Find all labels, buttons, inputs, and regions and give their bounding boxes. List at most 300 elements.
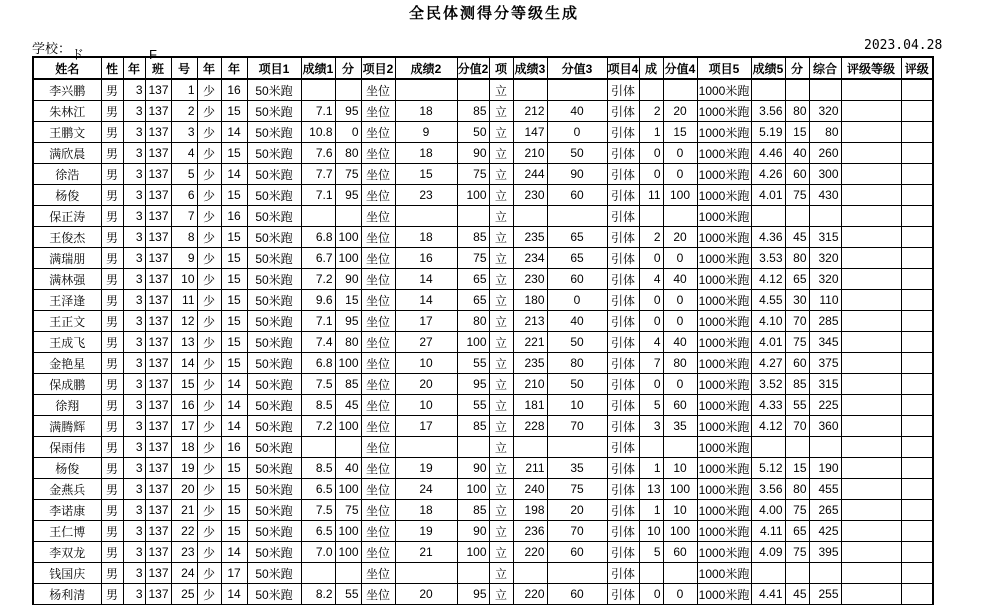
table-cell[interactable]: 4.01 [751, 332, 785, 353]
table-cell[interactable]: 7.5 [301, 500, 335, 521]
table-cell[interactable]: 14 [221, 584, 247, 605]
table-cell[interactable] [395, 206, 457, 227]
table-cell[interactable]: 7.6 [301, 143, 335, 164]
table-cell[interactable] [809, 437, 841, 458]
table-cell[interactable]: 1000米跑 [697, 416, 751, 437]
column-header[interactable]: 性 [101, 57, 123, 79]
table-cell[interactable]: 3 [123, 416, 145, 437]
table-cell[interactable]: 211 [513, 458, 547, 479]
table-cell[interactable]: 引体 [607, 542, 639, 563]
table-cell[interactable]: 1000米跑 [697, 542, 751, 563]
table-cell[interactable]: 50米跑 [247, 416, 301, 437]
table-cell[interactable]: 引体 [607, 311, 639, 332]
column-header[interactable]: 成 [639, 57, 663, 79]
table-cell[interactable]: 坐位 [361, 227, 395, 248]
table-cell[interactable]: 137 [145, 122, 171, 143]
table-cell[interactable] [841, 143, 901, 164]
table-cell[interactable]: 45 [785, 584, 809, 605]
table-cell[interactable]: 55 [457, 395, 489, 416]
table-cell[interactable]: 引体 [607, 437, 639, 458]
table-cell[interactable]: 90 [457, 458, 489, 479]
table-cell[interactable] [395, 437, 457, 458]
table-cell[interactable]: 保成鹏 [33, 374, 101, 395]
table-cell[interactable] [841, 79, 901, 101]
table-cell[interactable]: 180 [513, 290, 547, 311]
table-cell[interactable] [395, 563, 457, 584]
table-cell[interactable]: 少 [197, 584, 221, 605]
table-cell[interactable]: 315 [809, 227, 841, 248]
column-header[interactable]: 评级 [901, 57, 933, 79]
table-cell[interactable]: 立 [489, 122, 513, 143]
table-cell[interactable]: 5 [639, 395, 663, 416]
table-cell[interactable]: 190 [809, 458, 841, 479]
table-cell[interactable]: 50米跑 [247, 164, 301, 185]
table-cell[interactable] [901, 521, 933, 542]
table-cell[interactable]: 35 [547, 458, 607, 479]
table-cell[interactable]: 137 [145, 437, 171, 458]
table-cell[interactable]: 15 [221, 332, 247, 353]
table-cell[interactable]: 0 [547, 290, 607, 311]
table-cell[interactable]: 60 [547, 542, 607, 563]
table-cell[interactable]: 4.36 [751, 227, 785, 248]
table-cell[interactable]: 20 [395, 584, 457, 605]
table-cell[interactable]: 8.2 [301, 584, 335, 605]
table-cell[interactable]: 6 [171, 185, 197, 206]
table-cell[interactable]: 0 [663, 374, 697, 395]
table-cell[interactable]: 90 [335, 269, 361, 290]
table-cell[interactable]: 男 [101, 227, 123, 248]
table-cell[interactable]: 65 [457, 269, 489, 290]
table-cell[interactable]: 0 [639, 164, 663, 185]
table-cell[interactable]: 15 [663, 122, 697, 143]
table-cell[interactable]: 50米跑 [247, 227, 301, 248]
table-cell[interactable]: 保正涛 [33, 206, 101, 227]
table-cell[interactable]: 60 [547, 269, 607, 290]
table-cell[interactable]: 45 [335, 395, 361, 416]
table-cell[interactable] [841, 479, 901, 500]
table-cell[interactable]: 少 [197, 164, 221, 185]
table-cell[interactable] [901, 101, 933, 122]
table-cell[interactable] [639, 437, 663, 458]
table-cell[interactable] [841, 248, 901, 269]
table-cell[interactable]: 3.53 [751, 248, 785, 269]
table-cell[interactable]: 255 [809, 584, 841, 605]
table-cell[interactable]: 王正文 [33, 311, 101, 332]
table-cell[interactable] [841, 122, 901, 143]
table-cell[interactable]: 2 [639, 227, 663, 248]
column-header[interactable]: 分 [785, 57, 809, 79]
table-cell[interactable]: 引体 [607, 101, 639, 122]
table-cell[interactable]: 3 [123, 584, 145, 605]
table-cell[interactable]: 40 [663, 269, 697, 290]
table-cell[interactable]: 210 [513, 143, 547, 164]
table-cell[interactable]: 1 [639, 458, 663, 479]
table-cell[interactable]: 0 [639, 311, 663, 332]
table-cell[interactable]: 95 [457, 374, 489, 395]
table-cell[interactable]: 100 [663, 521, 697, 542]
table-cell[interactable]: 100 [457, 185, 489, 206]
table-cell[interactable]: 少 [197, 206, 221, 227]
table-cell[interactable]: 100 [335, 248, 361, 269]
table-cell[interactable]: 198 [513, 500, 547, 521]
table-cell[interactable]: 金艳星 [33, 353, 101, 374]
table-cell[interactable]: 3 [123, 122, 145, 143]
table-cell[interactable]: 5.19 [751, 122, 785, 143]
table-cell[interactable]: 7 [639, 353, 663, 374]
table-cell[interactable]: 坐位 [361, 101, 395, 122]
table-cell[interactable]: 11 [171, 290, 197, 311]
table-cell[interactable]: 137 [145, 101, 171, 122]
table-cell[interactable]: 14 [395, 290, 457, 311]
table-cell[interactable]: 保雨伟 [33, 437, 101, 458]
table-cell[interactable]: 50米跑 [247, 353, 301, 374]
table-cell[interactable]: 430 [809, 185, 841, 206]
table-cell[interactable] [841, 563, 901, 584]
table-cell[interactable]: 少 [197, 101, 221, 122]
table-cell[interactable]: 75 [785, 332, 809, 353]
table-cell[interactable]: 5.12 [751, 458, 785, 479]
table-cell[interactable]: 50米跑 [247, 290, 301, 311]
table-cell[interactable] [901, 290, 933, 311]
table-cell[interactable]: 坐位 [361, 248, 395, 269]
table-cell[interactable]: 0 [335, 122, 361, 143]
table-cell[interactable]: 1000米跑 [697, 227, 751, 248]
table-cell[interactable]: 3 [123, 458, 145, 479]
table-cell[interactable]: 1000米跑 [697, 122, 751, 143]
table-cell[interactable]: 12 [171, 311, 197, 332]
table-cell[interactable]: 3 [123, 500, 145, 521]
column-header[interactable]: 分 [335, 57, 361, 79]
table-cell[interactable]: 男 [101, 479, 123, 500]
table-cell[interactable] [841, 227, 901, 248]
table-cell[interactable]: 3.56 [751, 479, 785, 500]
table-cell[interactable]: 80 [457, 311, 489, 332]
table-cell[interactable]: 1000米跑 [697, 374, 751, 395]
table-cell[interactable]: 213 [513, 311, 547, 332]
table-cell[interactable] [901, 122, 933, 143]
table-cell[interactable]: 李诺康 [33, 500, 101, 521]
table-cell[interactable] [901, 458, 933, 479]
table-cell[interactable]: 50米跑 [247, 332, 301, 353]
table-cell[interactable]: 50 [457, 122, 489, 143]
table-cell[interactable] [301, 206, 335, 227]
table-cell[interactable]: 100 [663, 479, 697, 500]
table-cell[interactable]: 王仁博 [33, 521, 101, 542]
table-cell[interactable]: 3 [171, 122, 197, 143]
table-cell[interactable]: 95 [335, 185, 361, 206]
table-cell[interactable] [335, 79, 361, 101]
table-cell[interactable]: 65 [785, 521, 809, 542]
table-cell[interactable]: 40 [547, 101, 607, 122]
table-cell[interactable]: 50米跑 [247, 122, 301, 143]
table-cell[interactable] [785, 563, 809, 584]
table-cell[interactable]: 13 [639, 479, 663, 500]
table-cell[interactable]: 137 [145, 479, 171, 500]
table-cell[interactable]: 1000米跑 [697, 521, 751, 542]
table-cell[interactable]: 男 [101, 395, 123, 416]
table-cell[interactable] [513, 563, 547, 584]
table-cell[interactable]: 181 [513, 395, 547, 416]
table-cell[interactable]: 男 [101, 122, 123, 143]
table-cell[interactable]: 221 [513, 332, 547, 353]
table-cell[interactable]: 15 [221, 185, 247, 206]
table-cell[interactable] [457, 437, 489, 458]
table-cell[interactable]: 15 [221, 479, 247, 500]
table-cell[interactable]: 1000米跑 [697, 311, 751, 332]
table-cell[interactable]: 少 [197, 374, 221, 395]
table-cell[interactable] [457, 206, 489, 227]
table-cell[interactable] [901, 164, 933, 185]
table-cell[interactable]: 满欣晨 [33, 143, 101, 164]
table-cell[interactable]: 395 [809, 542, 841, 563]
table-cell[interactable]: 引体 [607, 332, 639, 353]
table-cell[interactable]: 坐位 [361, 79, 395, 101]
table-cell[interactable]: 100 [335, 416, 361, 437]
table-cell[interactable]: 6.8 [301, 227, 335, 248]
table-cell[interactable] [841, 521, 901, 542]
table-cell[interactable]: 引体 [607, 395, 639, 416]
table-cell[interactable] [901, 416, 933, 437]
table-cell[interactable]: 10 [547, 395, 607, 416]
table-cell[interactable]: 345 [809, 332, 841, 353]
table-cell[interactable]: 4.01 [751, 185, 785, 206]
table-cell[interactable]: 3 [123, 227, 145, 248]
table-cell[interactable] [547, 437, 607, 458]
table-cell[interactable]: 137 [145, 206, 171, 227]
table-cell[interactable]: 1000米跑 [697, 500, 751, 521]
table-cell[interactable]: 立 [489, 311, 513, 332]
column-header[interactable]: 成绩1 [301, 57, 335, 79]
table-cell[interactable]: 80 [785, 479, 809, 500]
table-cell[interactable]: 60 [663, 542, 697, 563]
table-cell[interactable]: 1000米跑 [697, 269, 751, 290]
table-cell[interactable]: 50 [547, 332, 607, 353]
table-cell[interactable]: 引体 [607, 479, 639, 500]
table-cell[interactable] [513, 79, 547, 101]
table-cell[interactable]: 1000米跑 [697, 395, 751, 416]
table-cell[interactable]: 137 [145, 500, 171, 521]
table-cell[interactable]: 137 [145, 290, 171, 311]
table-cell[interactable]: 375 [809, 353, 841, 374]
table-cell[interactable]: 6.8 [301, 353, 335, 374]
table-cell[interactable]: 男 [101, 353, 123, 374]
table-cell[interactable]: 137 [145, 416, 171, 437]
table-cell[interactable]: 50 [547, 374, 607, 395]
table-cell[interactable] [901, 79, 933, 101]
table-cell[interactable] [841, 101, 901, 122]
table-cell[interactable]: 男 [101, 206, 123, 227]
table-cell[interactable]: 137 [145, 227, 171, 248]
table-cell[interactable]: 70 [785, 416, 809, 437]
table-cell[interactable]: 4.26 [751, 164, 785, 185]
table-cell[interactable]: 110 [809, 290, 841, 311]
table-cell[interactable]: 3.56 [751, 101, 785, 122]
table-cell[interactable]: 徐翔 [33, 395, 101, 416]
table-cell[interactable]: 0 [639, 143, 663, 164]
table-cell[interactable]: 18 [395, 500, 457, 521]
table-cell[interactable]: 300 [809, 164, 841, 185]
table-cell[interactable]: 王鹏文 [33, 122, 101, 143]
table-cell[interactable] [901, 437, 933, 458]
table-cell[interactable]: 137 [145, 521, 171, 542]
table-cell[interactable]: 1000米跑 [697, 143, 751, 164]
table-cell[interactable]: 立 [489, 79, 513, 101]
table-cell[interactable]: 3 [123, 521, 145, 542]
table-cell[interactable]: 0 [639, 584, 663, 605]
table-cell[interactable]: 男 [101, 374, 123, 395]
table-cell[interactable]: 23 [395, 185, 457, 206]
table-cell[interactable]: 坐位 [361, 269, 395, 290]
table-cell[interactable]: 235 [513, 353, 547, 374]
table-cell[interactable]: 引体 [607, 143, 639, 164]
table-cell[interactable]: 14 [221, 416, 247, 437]
table-cell[interactable]: 260 [809, 143, 841, 164]
table-cell[interactable]: 212 [513, 101, 547, 122]
table-cell[interactable]: 杨俊 [33, 458, 101, 479]
table-cell[interactable]: 0 [639, 290, 663, 311]
table-cell[interactable]: 35 [663, 416, 697, 437]
table-cell[interactable]: 230 [513, 185, 547, 206]
column-header[interactable]: 项 [489, 57, 513, 79]
table-cell[interactable]: 10 [663, 500, 697, 521]
table-cell[interactable]: 50米跑 [247, 563, 301, 584]
table-cell[interactable]: 60 [547, 584, 607, 605]
table-cell[interactable]: 40 [663, 332, 697, 353]
table-cell[interactable]: 7.2 [301, 269, 335, 290]
table-cell[interactable]: 7.7 [301, 164, 335, 185]
table-cell[interactable]: 285 [809, 311, 841, 332]
table-cell[interactable]: 引体 [607, 353, 639, 374]
table-cell[interactable]: 立 [489, 416, 513, 437]
table-cell[interactable]: 3 [639, 416, 663, 437]
table-cell[interactable]: 立 [489, 458, 513, 479]
table-cell[interactable]: 244 [513, 164, 547, 185]
table-cell[interactable]: 40 [785, 143, 809, 164]
table-cell[interactable]: 3 [123, 143, 145, 164]
table-cell[interactable]: 3 [123, 374, 145, 395]
table-cell[interactable]: 少 [197, 416, 221, 437]
table-cell[interactable]: 60 [785, 164, 809, 185]
table-cell[interactable]: 75 [457, 164, 489, 185]
table-cell[interactable]: 3 [123, 269, 145, 290]
table-cell[interactable] [901, 500, 933, 521]
table-cell[interactable]: 坐位 [361, 143, 395, 164]
table-cell[interactable] [663, 437, 697, 458]
table-cell[interactable]: 4.10 [751, 311, 785, 332]
table-cell[interactable]: 立 [489, 500, 513, 521]
table-cell[interactable]: 男 [101, 79, 123, 101]
table-cell[interactable]: 男 [101, 269, 123, 290]
table-cell[interactable]: 0 [547, 122, 607, 143]
table-cell[interactable]: 137 [145, 563, 171, 584]
table-cell[interactable] [901, 248, 933, 269]
table-cell[interactable]: 15 [221, 500, 247, 521]
table-cell[interactable] [639, 79, 663, 101]
table-cell[interactable]: 20 [395, 374, 457, 395]
table-cell[interactable]: 坐位 [361, 584, 395, 605]
table-cell[interactable]: 235 [513, 227, 547, 248]
table-cell[interactable] [841, 311, 901, 332]
table-cell[interactable]: 男 [101, 143, 123, 164]
column-header[interactable]: 项目5 [697, 57, 751, 79]
table-cell[interactable]: 引体 [607, 227, 639, 248]
table-cell[interactable]: 40 [335, 458, 361, 479]
table-cell[interactable]: 137 [145, 332, 171, 353]
table-cell[interactable]: 引体 [607, 290, 639, 311]
table-cell[interactable]: 18 [171, 437, 197, 458]
table-cell[interactable]: 坐位 [361, 374, 395, 395]
table-cell[interactable]: 4.27 [751, 353, 785, 374]
table-cell[interactable]: 坐位 [361, 416, 395, 437]
table-cell[interactable]: 11 [639, 185, 663, 206]
table-cell[interactable]: 坐位 [361, 332, 395, 353]
table-cell[interactable] [513, 206, 547, 227]
table-cell[interactable]: 80 [547, 353, 607, 374]
table-cell[interactable]: 15 [221, 311, 247, 332]
table-cell[interactable]: 60 [663, 395, 697, 416]
table-cell[interactable] [513, 437, 547, 458]
school-name-field[interactable]: ド F [71, 46, 157, 62]
table-cell[interactable]: 137 [145, 458, 171, 479]
table-cell[interactable]: 3 [123, 353, 145, 374]
table-cell[interactable]: 100 [457, 479, 489, 500]
table-cell[interactable]: 男 [101, 416, 123, 437]
table-cell[interactable]: 50米跑 [247, 206, 301, 227]
table-cell[interactable]: 少 [197, 458, 221, 479]
table-cell[interactable]: 1000米跑 [697, 206, 751, 227]
table-cell[interactable]: 23 [171, 542, 197, 563]
table-cell[interactable]: 坐位 [361, 290, 395, 311]
table-cell[interactable]: 李兴鹏 [33, 79, 101, 101]
table-cell[interactable] [809, 206, 841, 227]
table-cell[interactable] [639, 206, 663, 227]
table-cell[interactable] [841, 584, 901, 605]
table-cell[interactable]: 320 [809, 269, 841, 290]
table-cell[interactable]: 立 [489, 164, 513, 185]
table-cell[interactable]: 朱林江 [33, 101, 101, 122]
table-cell[interactable]: 360 [809, 416, 841, 437]
column-header[interactable]: 分值2 [457, 57, 489, 79]
table-cell[interactable] [335, 437, 361, 458]
table-cell[interactable]: 50米跑 [247, 395, 301, 416]
table-cell[interactable]: 10 [663, 458, 697, 479]
table-cell[interactable]: 男 [101, 164, 123, 185]
table-cell[interactable]: 7.1 [301, 185, 335, 206]
table-cell[interactable]: 坐位 [361, 437, 395, 458]
table-cell[interactable] [751, 206, 785, 227]
table-cell[interactable] [335, 206, 361, 227]
table-cell[interactable]: 少 [197, 500, 221, 521]
table-cell[interactable]: 315 [809, 374, 841, 395]
table-cell[interactable]: 15 [221, 353, 247, 374]
table-cell[interactable]: 引体 [607, 248, 639, 269]
table-cell[interactable] [841, 290, 901, 311]
table-cell[interactable]: 少 [197, 143, 221, 164]
table-cell[interactable]: 4.46 [751, 143, 785, 164]
table-cell[interactable] [841, 269, 901, 290]
table-cell[interactable] [457, 563, 489, 584]
table-cell[interactable]: 137 [145, 395, 171, 416]
table-cell[interactable]: 1000米跑 [697, 79, 751, 101]
table-cell[interactable]: 100 [663, 185, 697, 206]
table-cell[interactable]: 240 [513, 479, 547, 500]
table-cell[interactable]: 15 [171, 374, 197, 395]
table-cell[interactable]: 9.6 [301, 290, 335, 311]
column-header[interactable]: 项目4 [607, 57, 639, 79]
table-cell[interactable] [301, 79, 335, 101]
table-cell[interactable] [663, 563, 697, 584]
table-cell[interactable]: 137 [145, 164, 171, 185]
